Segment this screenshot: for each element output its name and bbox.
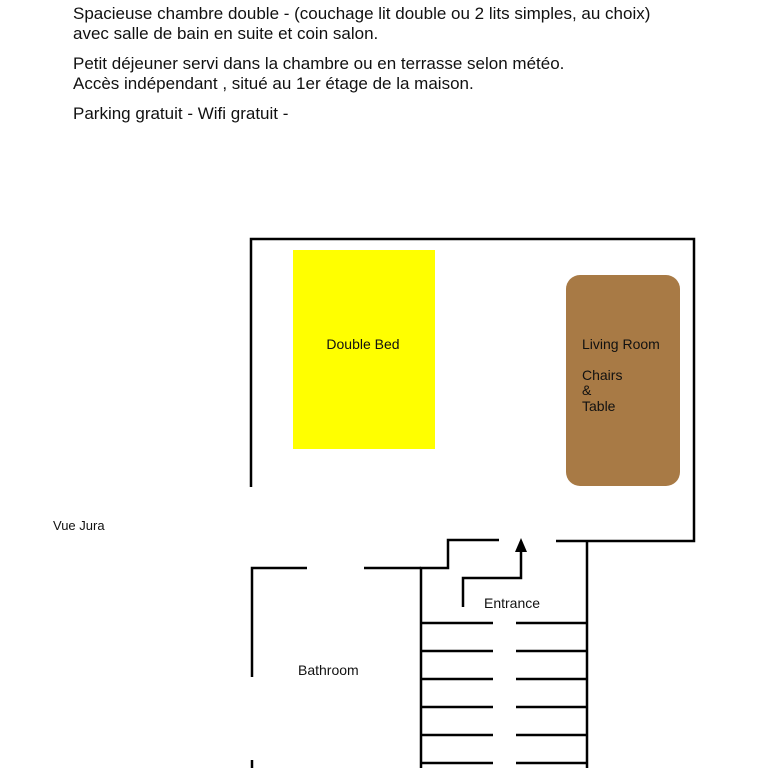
view-label: Vue Jura [53,518,105,533]
bathroom-label: Bathroom [298,662,359,678]
description-line: Spacieuse chambre double - (couchage lit double ou 2 lits simples, au choix) [73,4,651,23]
description-line: Accès indépendant , situé au 1er étage de la maison. [73,74,474,93]
living-room-label: Living Room [582,336,660,352]
entrance-label: Entrance [484,595,541,611]
double-bed-label: Double Bed [326,336,400,352]
bathroom-wall [252,568,307,677]
description-line: Petit déjeuner servi dans la chambre ou en terrasse selon météo. [73,54,565,73]
ampersand-label: & [582,382,592,398]
description-line: Parking gratuit - Wifi gratuit - [73,104,289,123]
chairs-label: Chairs [582,367,623,383]
description-line: avec salle de bain en suite et coin salon. [73,24,379,43]
table-label: Table [582,398,616,414]
arrow-up-icon [515,538,527,552]
stair-steps [421,623,587,763]
